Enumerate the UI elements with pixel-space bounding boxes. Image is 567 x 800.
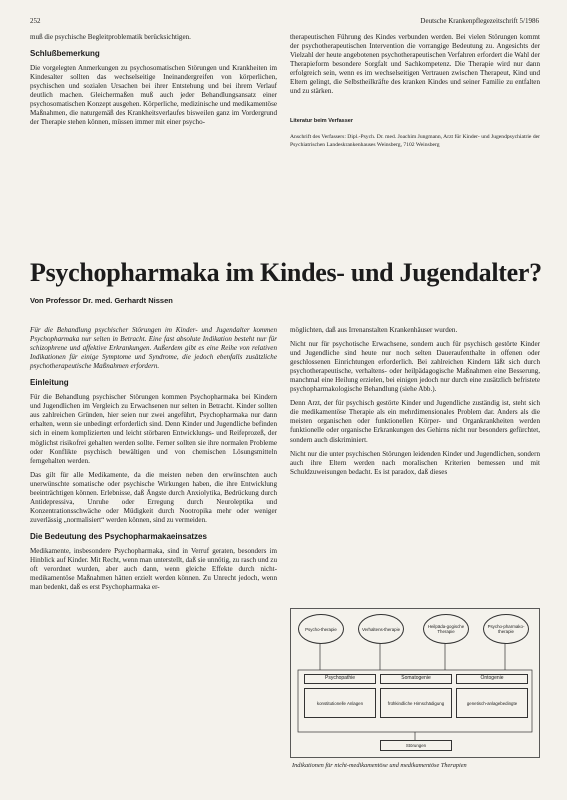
right-paragraph-4: Nicht nur die unter psychischen Störungen leidenden Kinder und Jugendlichen, sondern auch ihre Eltern werden nach moralischen Kriterien bemessen und mit Schuldzuweisungen bedacht. Es ist paradox, daß dieses <box>290 449 540 476</box>
disorders-box: Störungen <box>380 740 452 751</box>
top-right-column <box>290 33 540 149</box>
page-number: 252 <box>30 17 41 25</box>
bottom-left-column <box>30 326 277 597</box>
article-author: Von Professor Dr. med. Gerhardt Nissen <box>30 296 173 305</box>
continued-paragraph: muß die psychische Begleitproblematik berücksichtigen. <box>30 33 191 41</box>
section-heading-bedeutung: Die Bedeutung des Psychopharmakaeinsatzes <box>30 531 207 541</box>
lead-paragraph: Für die Behandlung psychischer Störungen im Kinder- und Jugendalter kommen Psychopharmaka nur selten in Betracht. Eine fast absolute Indikation besteht nur für schizophrene und affektive Erkrankungen. Außerdem gibt es eine Reihe von relativen Indikationen für einige Symptome und Syndrome, die jedoch ebenfalls zusätzliche psychotherapeutische Maßnahmen erfordern. <box>30 326 277 371</box>
mid-box-2: frühkindliche Hirnschädigung <box>380 688 452 718</box>
section-heading-schlussbemerkung: Schlußbemerkung <box>30 49 100 59</box>
right-paragraph-2: Nicht nur für psychotische Erwachsene, sondern auch für psychisch gestörte Kinder und Jugendliche sind heute nur noch selten Daueraufenthalte in offenen oder geschlossenen Einrichtungen erforderlich. Bei zahlreichen Kindern läßt sich durch psychotherapeutische, verhaltens- oder heilpädagogische Maßnahmen eine Besserung, manchmal eine Heilung erzielen, bei einigen jedoch nur durch eine zusätzlich befristete psychopharmakologische Behandlung (siehe Abb.). <box>290 340 540 394</box>
header-ontogenie: Ontogenie <box>456 674 528 684</box>
curative-education-node: Heilpäda-gogische Therapie <box>423 614 469 644</box>
literature-note: Literatur beim Verfasser <box>290 118 353 125</box>
conclusion-paragraph: Die vorgelegten Anmerkungen zu psychosomatischen Störungen und Krankheiten im Kindesalter sollten das wechselseitige Ineinandergreifen von körperlichen, psychischen und sozialen Ursachen bei ihrer Entstehung und bei ihrem Verlauf deutlich machen. Gleichermaßen muß auch jeder Behandlungsansatz einer psychosomatischen Konzept ausgehen. Körperliche, medizinische und medikamentöse Maßnahmen, die naturgemäß des Krankheitsverlaufes bisweilen ganz im Vordergrund der Therapie stehen können, müssen immer mit einer psycho- <box>30 64 277 127</box>
top-left-column <box>30 33 277 132</box>
journal-name: Deutsche Krankenpflegezeitschrift 5/1986 <box>420 17 539 25</box>
section2-paragraph: Medikamente, insbesondere Psychopharmaka, sind in Verruf geraten, besonders im Hinblick auf Kinder. Mit Recht, wenn man unterstellt, daß sie unnötig, zu rasch und zu oft verordnet wurden, aber auch dann, wenn gleiche Effekte durch nicht-medikamentöse Maßnahmen hätten erzielt werden können. Zu Unrecht jedoch, wenn man bedenkt, daß es erst Psychopharmaka er- <box>30 546 277 592</box>
pharmacotherapy-node: Psycho-pharmako-therapie <box>483 614 529 644</box>
continued-paragraph-right: therapeutischen Führung des Kindes verbunden werden. Bei vielen Störungen kommt der psychotherapeutischen Intervention die vorrangige Bedeutung zu. Angesichts der Vielzahl der heute angebotenen psychotherapeutischen Verfahren erfordert die Wahl der Therapieform besondere Sorgfalt und Sachkompetenz. Die Therapie wird nur dann erfolgreich sein, wenn es im wechselseitigen Vertrauen zwischen Therapeut, Kind und Eltern gelingt, die Selbstheilkräfte des kranken Kindes und seiner Familie zu entfalten und zu stärken. <box>290 33 540 96</box>
header-psychopathie: Psychopathie <box>304 674 376 684</box>
intro-paragraph-2: Das gilt für alle Medikamente, da die meisten neben den erwünschten auch unerwünschte somatische oder psychische Wirkungen haben, die ihre Entwicklung beeinträchtigen können. Erlebnisse, daß Ängste durch Anxiolytika, Bedrückung durch Antidepressiva, Unruhe oder Erregung durch Neuroleptika und Konzentrationsschwäche oder Müdigkeit durch Nootropika mehr oder weniger zuverlässig „normalisiert“ werden können, sind zu vermeiden. <box>30 470 277 524</box>
right-paragraph-1: möglichten, daß aus Irrenanstalten Krankenhäuser wurden. <box>290 326 458 334</box>
header-somatogenie: Somatogenie <box>380 674 452 684</box>
author-address: Anschrift des Verfassers: Dipl.-Psych. Dr. med. Joachim Jungmann, Arzt für Kinder- und Jugendpsychiatrie der Psychiatrischen Landeskrankenhauses Weinsberg, 7102 Weinsberg <box>290 134 540 148</box>
article-title: Psychopharmaka im Kindes- und Jugendalter? <box>30 258 542 287</box>
indication-diagram <box>290 608 540 758</box>
psychotherapy-node: Psycho-therapie <box>298 614 344 644</box>
right-paragraph-3: Denn Arzt, der für psychisch gestörte Kinder und Jugendliche zuständig ist, steht sich die medikamentöse Therapie als ein mehrdimensionales Problem dar. Anders als die meisten organischen oder funktionellen Körper- und Organkrankheiten werden funktionelle oder organische Erkrankungen des Gehirns nicht nur besonders gefürchtet, sondern auch diskriminiert. <box>290 399 540 444</box>
mid-box-1: konstitutionelle Anlagen <box>304 688 376 718</box>
behavior-therapy-node: Verhaltens-therapie <box>358 614 404 644</box>
section-heading-einleitung: Einleitung <box>30 378 69 388</box>
intro-paragraph-1: Für die Behandlung psychischer Störungen kommen Psychopharmaka bei Kindern und Jugendlichen im Vergleich zu Erwachsenen nur selten in Betracht. Kinder sollten aus zahlreichen Gründen, hier seien nur zwei angeführt, Psychopharmaka nur dann erhalten, wenn sie unbedingt erforderlich sind. Denn Kinder und Jugendliche befinden sich in einem komplizierten und leicht störbaren Entwicklungs- und Reifeprozeß, der möglichst risikofrei gehalten werden sollte. Ferner sollten sie ihre normalen Probleme oder Konflikte psychisch bewältigen und von chemischen Lösungsmitteln ferngehalten werden. <box>30 393 277 465</box>
figure-caption: Indikationen für nicht-medikamentöse und medikamentöse Therapien <box>292 762 467 769</box>
mid-box-3: genetisch-anlagebedingte <box>456 688 528 718</box>
bottom-right-column <box>290 326 540 482</box>
running-header <box>30 17 539 29</box>
